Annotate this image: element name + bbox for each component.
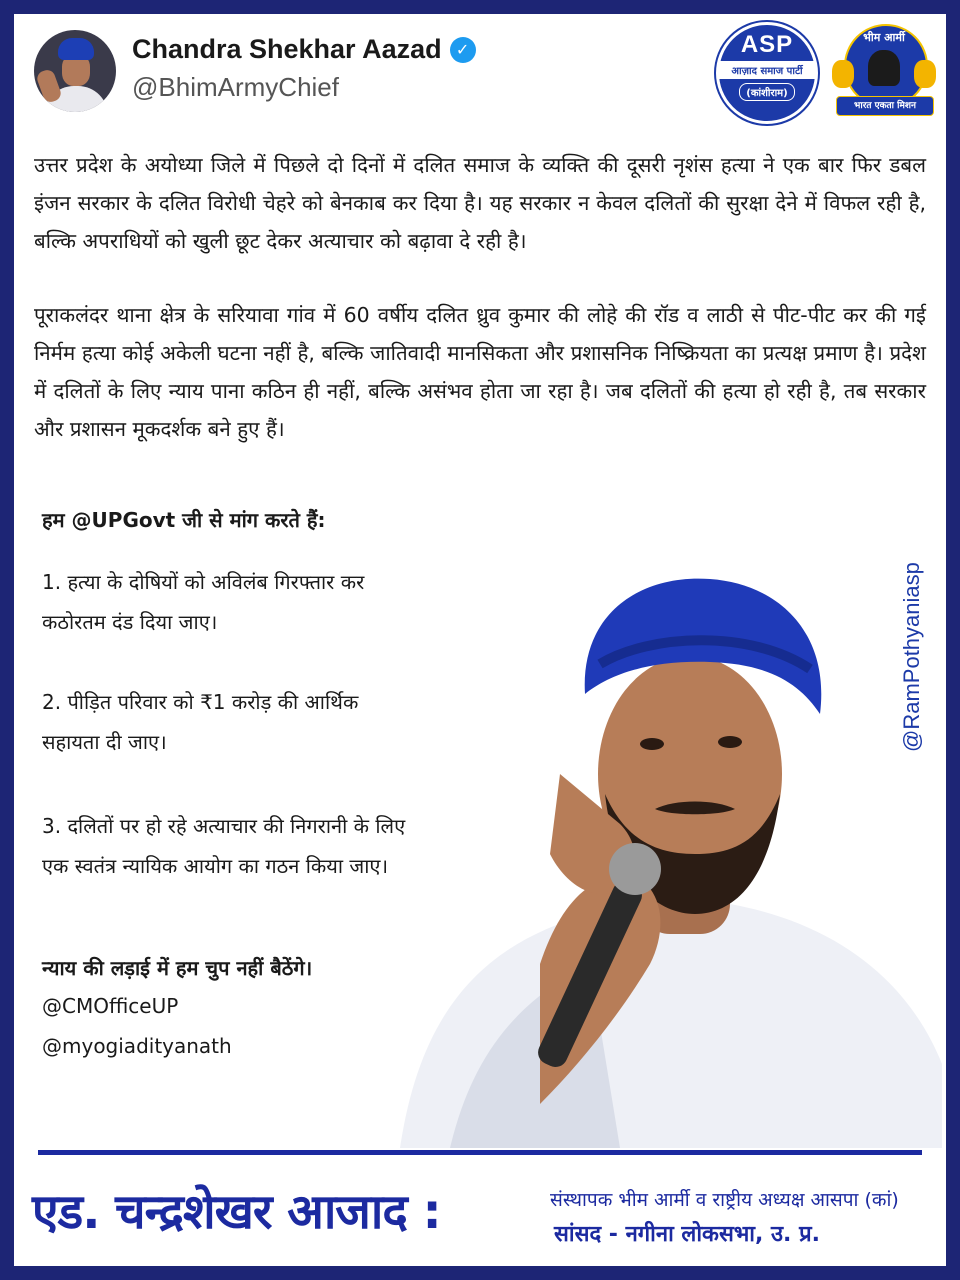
poster-frame — [14, 14, 946, 1266]
eye-right — [718, 736, 742, 748]
mention-cmofficeup[interactable]: @CMOfficeUP — [42, 994, 179, 1018]
eye-left — [640, 738, 664, 750]
footer-subtitle-2: सांसद - नगीना लोकसभा, उ. प्र. — [554, 1222, 820, 1247]
asp-logo — [716, 22, 818, 124]
demands-title: हम @UPGovt जी से मांग करते हैं: — [42, 508, 326, 532]
asp-logo-title: ASP — [740, 31, 794, 58]
lion-left-icon — [832, 60, 854, 88]
verified-badge-icon: ✓ — [450, 37, 476, 63]
bhim-logo-ribbon: भारत एकता मिशन — [836, 96, 934, 116]
author-name[interactable]: Chandra Shekhar Aazad — [132, 34, 442, 64]
speaker-photo — [390, 544, 942, 1148]
closing-line: न्याय की लड़ाई में हम चुप नहीं बैठेंगे। — [42, 956, 313, 980]
author-handle[interactable]: @BhimArmyChief — [132, 72, 339, 102]
watermark-handle: @RamPothyaniasp — [899, 562, 924, 752]
footer-divider — [38, 1150, 922, 1155]
demand-item: 3. दलितों पर हो रहे अत्याचार की निगरानी के लिए एक स्वतंत्र न्यायिक आयोग का गठन किया जाए। — [42, 814, 406, 878]
footer-subtitle-1: संस्थापक भीम आर्मी व राष्ट्रीय अध्यक्ष आसपा (कां) — [550, 1189, 899, 1211]
asp-logo-sub: (कांशीराम) — [739, 83, 794, 101]
avatar-turban — [58, 38, 94, 60]
tweet-header — [14, 14, 946, 132]
avatar[interactable] — [34, 30, 116, 112]
bhim-army-logo — [830, 20, 938, 120]
footer-name: एड. चन्द्रशेखर आजाद : — [32, 1184, 441, 1240]
tweet-paragraph-2: पूराकलंदर थाना क्षेत्र के सरियावा गांव में 60 वर्षीय दलित ध्रुव कुमार की लोहे की रॉड व लाठी से पीट-पीट कर की गई निर्मम हत्या कोई अकेली घटना नहीं है, बल्कि जातिवादी मानसिकता और प्रशासनिक निष्क्रियता का प्रत्यक्ष प्रमाण है। प्रदेश में दलितों के लिए न्याय पाना कठिन ही नहीं, बल्कि असंभव होता जा रहा है। जब दलितों की हत्या हो रही है, तब सरकार और प्रशासन मूकदर्शक बने हुए हैं। — [34, 303, 926, 441]
microphone-head — [609, 843, 661, 895]
tweet-paragraph-1: उत्तर प्रदेश के अयोध्या जिले में पिछले दो दिनों में दलित समाज के व्यक्ति की दूसरी नृशंस हत्या ने एक बार फिर डबल इंजन सरकार के दलित विरोधी चेहरे को बेनकाब कर दिया है। यह सरकार न केवल दलितों की सुरक्षा देने में विफल रही है, बल्कि अपराधियों को खुली छूट देकर अत्याचार को बढ़ावा दे रही है। — [34, 153, 926, 253]
lion-right-icon — [914, 60, 936, 88]
ambedkar-bust-icon — [868, 50, 900, 86]
demand-item: 1. हत्या के दोषियों को अविलंब गिरफ्तार कर कठोरतम दंड दिया जाए। — [42, 570, 365, 634]
mention-myogiadityanath[interactable]: @myogiadityanath — [42, 1034, 232, 1058]
asp-logo-band: आज़ाद समाज पार्टी — [719, 61, 815, 79]
bhim-logo-top: भीम आर्मी — [863, 31, 905, 44]
demand-item: 2. पीड़ित परिवार को ₹1 करोड़ की आर्थिक सहायता दी जाए। — [42, 690, 359, 754]
author-row — [132, 34, 476, 65]
